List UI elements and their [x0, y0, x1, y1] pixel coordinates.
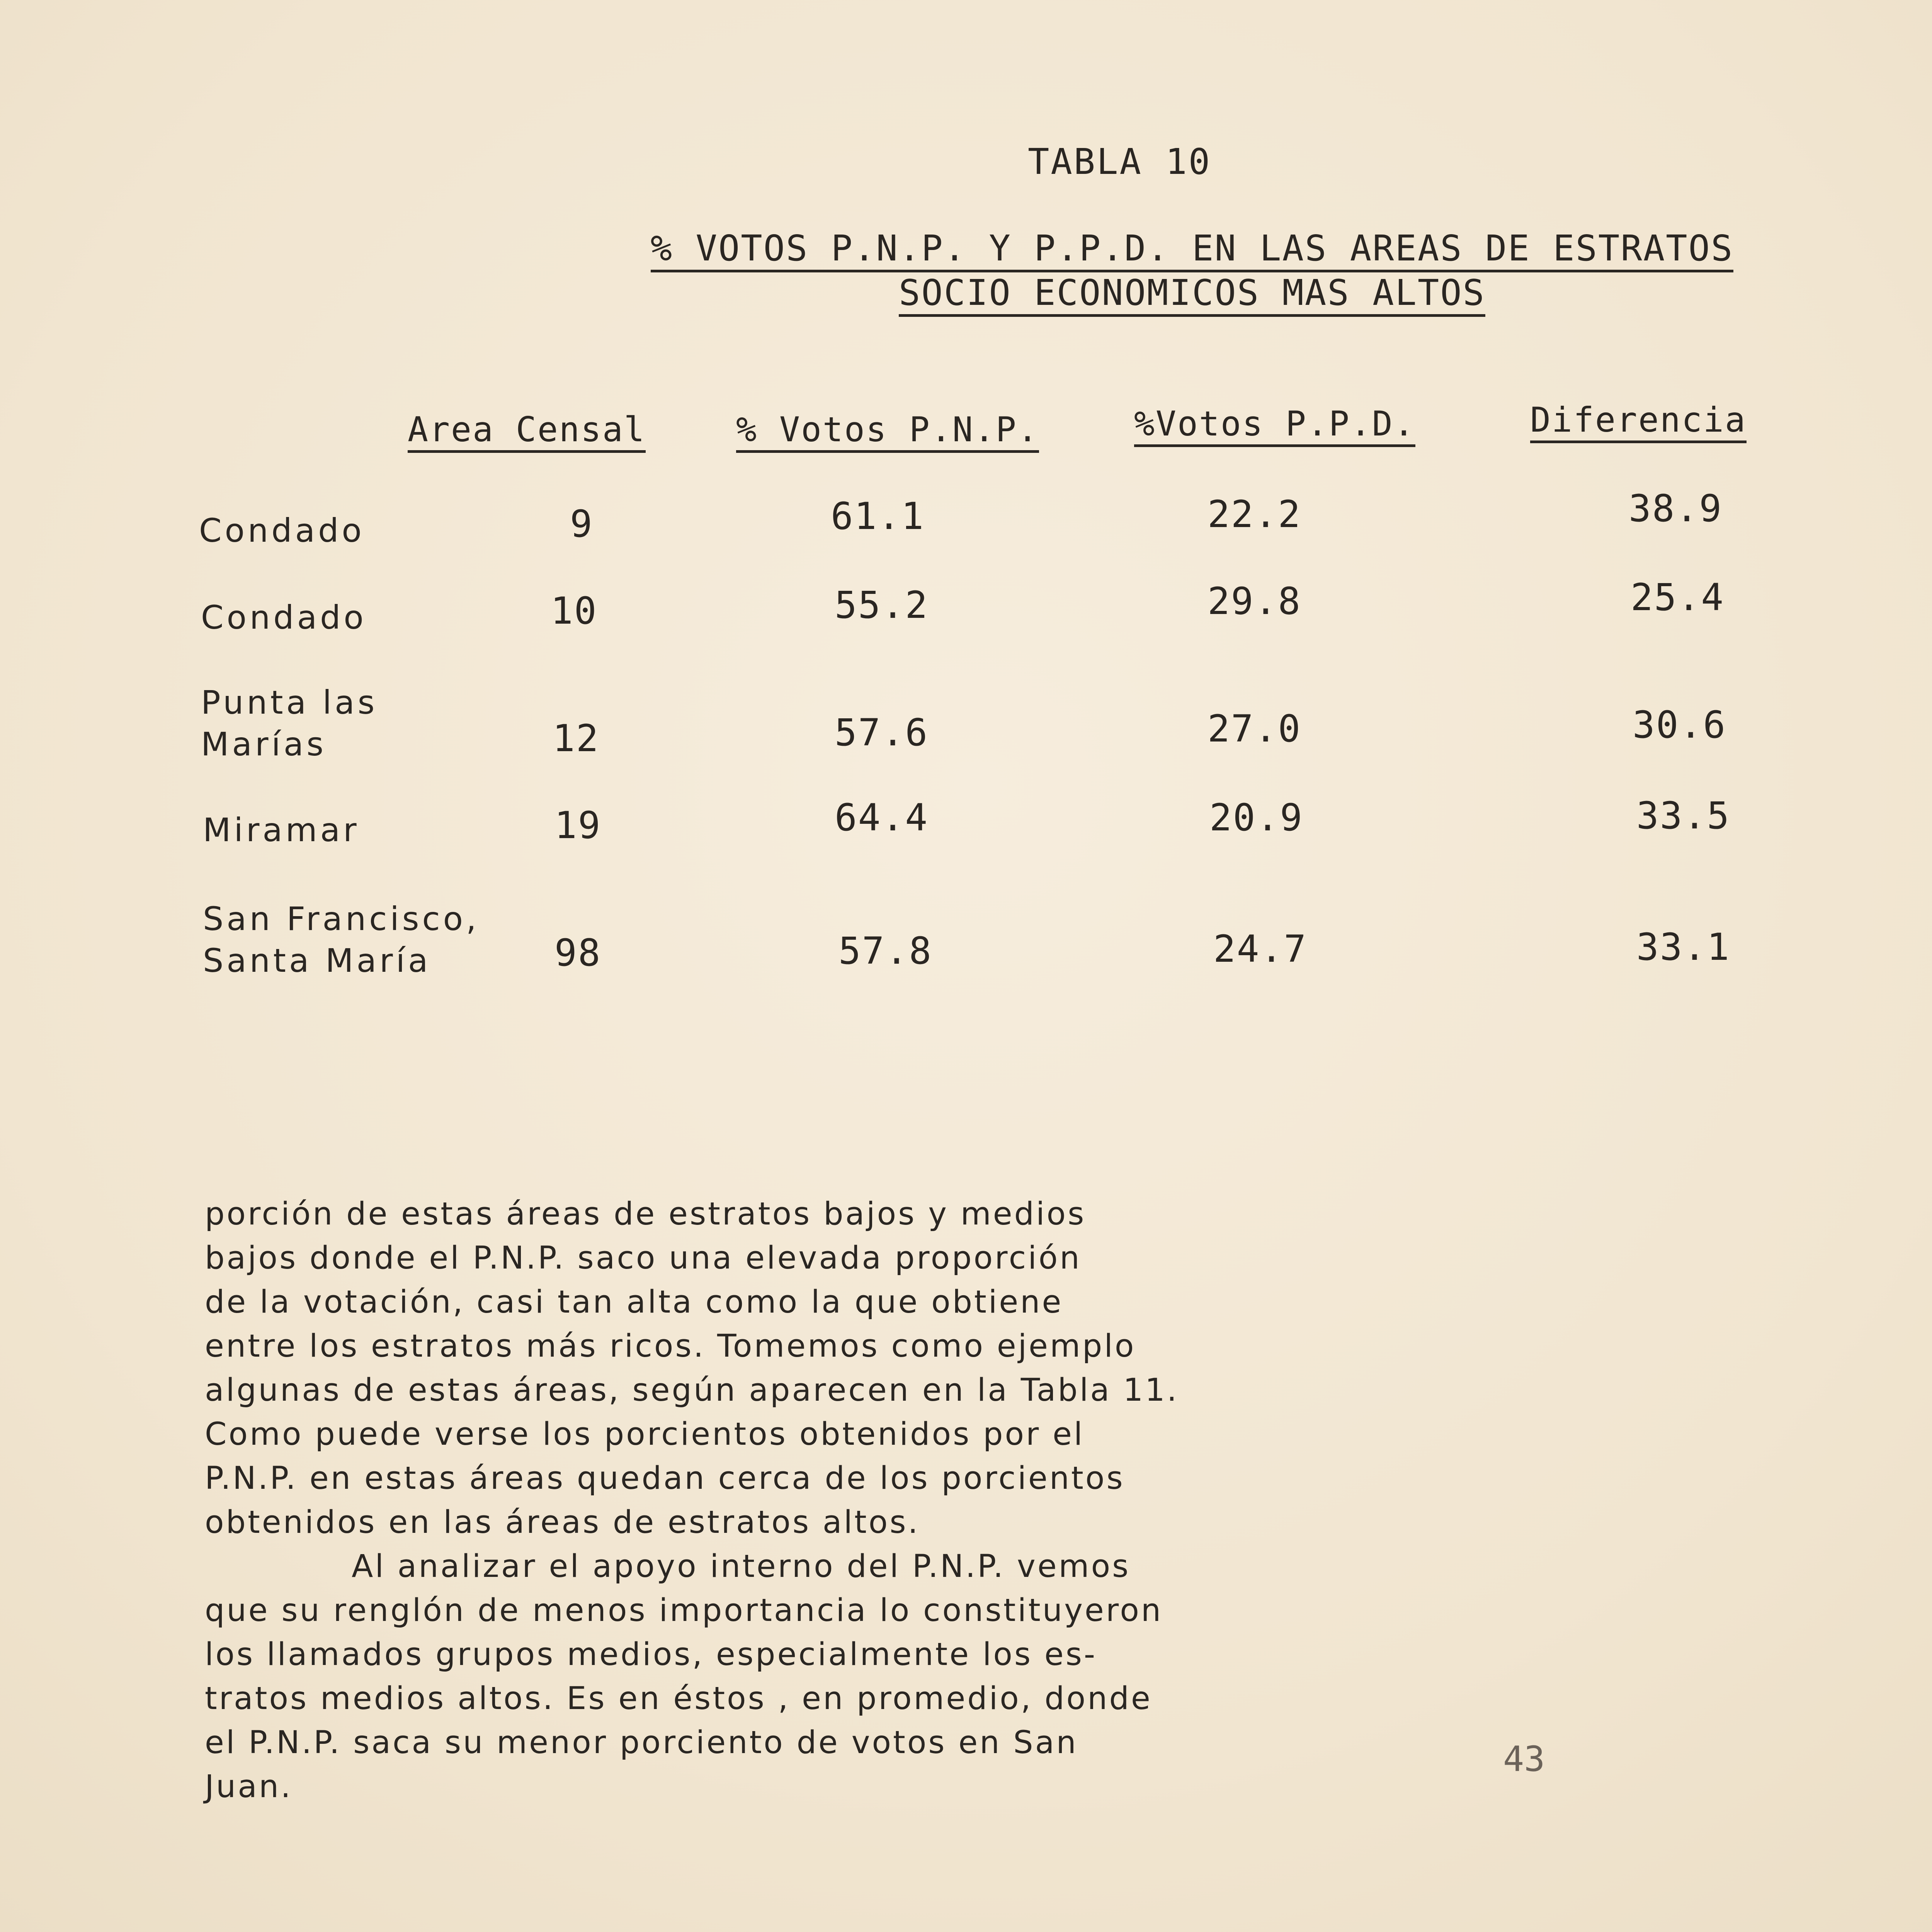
body-line: obtenidos en las áreas de estratos altos.: [205, 1504, 920, 1541]
row-5-census-number: 98: [554, 931, 602, 975]
row-3-votos-pnp: 57.6: [835, 711, 929, 754]
column-header-votos-pnp: % Votos P.N.P.: [736, 410, 1039, 453]
table-title-line-2: [614, 272, 1770, 317]
row-2-votos-ppd: 29.8: [1208, 580, 1302, 623]
body-line: P.N.P. en estas áreas quedan cerca de los porcientos: [205, 1460, 1125, 1497]
row-3-votos-ppd: 27.0: [1208, 707, 1302, 750]
row-1-census-number: 9: [570, 502, 594, 546]
table-title-text-1: % VOTOS P.N.P. Y P.P.D. EN LAS AREAS DE ESTRATOS: [651, 228, 1734, 272]
body-line: que su renglón de menos importancia lo constituyeron: [205, 1592, 1163, 1629]
row-2-diferencia: 25.4: [1631, 576, 1725, 619]
row-2-census-number: 10: [551, 589, 598, 633]
row-4-votos-ppd: 20.9: [1209, 796, 1304, 839]
row-3-census-number: 12: [553, 717, 600, 760]
table-title-line-1: [614, 228, 1770, 272]
row-4-votos-pnp: 64.4: [835, 796, 929, 839]
row-2-area-name: Condado: [201, 599, 367, 636]
body-line: Al analizar el apoyo interno del P.N.P. vemos: [352, 1548, 1131, 1585]
body-line: bajos donde el P.N.P. saco una elevada proporción: [205, 1240, 1082, 1276]
body-line: entre los estratos más ricos. Tomemos como ejemplo: [205, 1328, 1136, 1364]
column-header-area-censal: Area Censal: [408, 410, 646, 453]
body-line: Juan.: [205, 1769, 293, 1805]
row-2-votos-pnp: 55.2: [835, 583, 929, 627]
row-4-census-number: 19: [554, 804, 602, 847]
row-1-diferencia: 38.9: [1629, 487, 1723, 530]
row-1-votos-ppd: 22.2: [1208, 493, 1302, 536]
row-4-diferencia: 33.5: [1636, 794, 1731, 837]
column-header-diferencia: Diferencia: [1530, 400, 1747, 443]
table-title-text-2: SOCIO ECONOMICOS MAS ALTOS: [899, 272, 1485, 317]
row-3-area-name: Punta las Marías: [201, 684, 378, 763]
page-number: 43: [1503, 1739, 1545, 1779]
row-5-votos-ppd: 24.7: [1213, 927, 1308, 971]
column-header-votos-ppd: %Votos P.P.D.: [1134, 404, 1415, 447]
row-5-votos-pnp: 57.8: [838, 929, 933, 973]
row-1-area-name: Condado: [199, 512, 365, 549]
row-5-diferencia: 33.1: [1636, 925, 1731, 969]
row-1-votos-pnp: 61.1: [831, 495, 925, 538]
body-line: algunas de estas áreas, según aparecen en la Tabla 11.: [205, 1372, 1179, 1408]
row-5-area-name: San Francisco, Santa María: [203, 900, 480, 980]
body-line: el P.N.P. saca su menor porciento de votos en San: [205, 1725, 1078, 1761]
row-4-area-name: Miramar: [203, 811, 360, 849]
body-line: tratos medios altos. Es en éstos , en promedio, donde: [205, 1680, 1152, 1717]
body-line: Como puede verse los porcientos obtenidos por el: [205, 1416, 1085, 1452]
body-paragraph: [205, 1192, 1395, 1809]
body-line: los llamados grupos medios, especialmente los es-: [205, 1636, 1097, 1673]
body-line: porción de estas áreas de estratos bajos y medios: [205, 1196, 1086, 1232]
table-number: TABLA 10: [1028, 141, 1212, 182]
row-3-diferencia: 30.6: [1633, 703, 1727, 747]
body-line: de la votación, casi tan alta como la que obtiene: [205, 1284, 1063, 1320]
